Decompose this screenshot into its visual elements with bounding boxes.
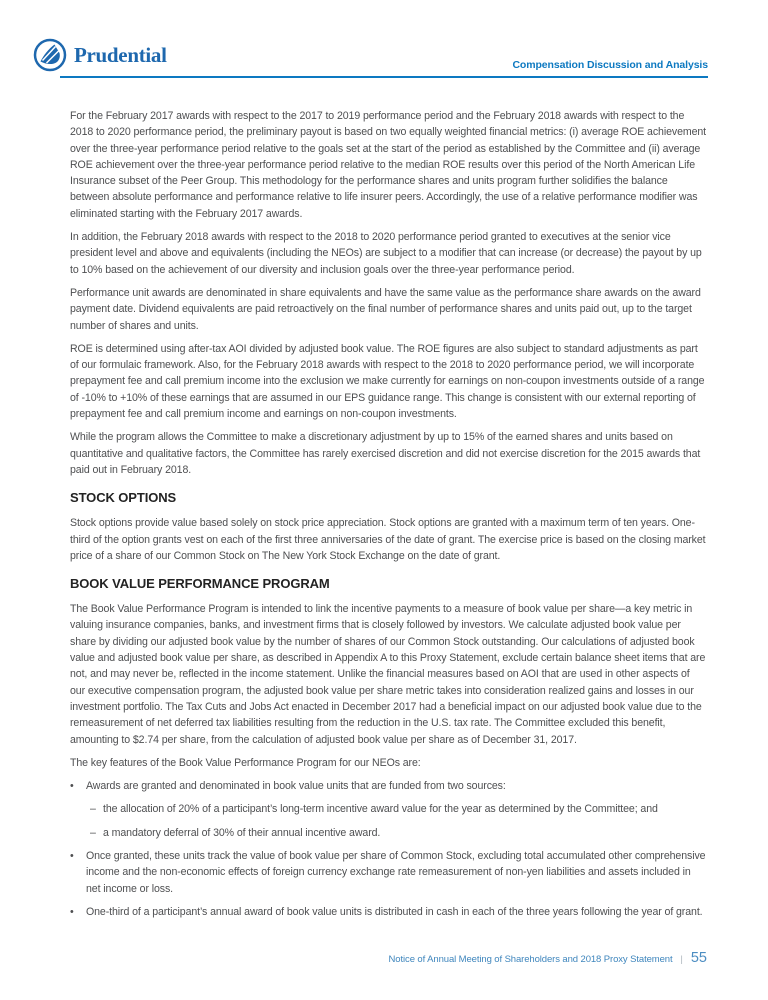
paragraph-intro-2: In addition, the February 2018 awards with respect to the 2018 to 2020 performance period granted to executives at the senior vice president level and above and equivalents (including the NEOs) are subject to a modifier that can increase (or decrease) the payout by up to 10% based on the achievement of our diversity and inclusion goals over the three-year performance period. bbox=[70, 231, 702, 276]
paragraph-intro-3: Performance unit awards are denominated in share equivalents and have the same value as the performance share awards on the award payment date. Dividend equivalents are paid retroactively on the final number of performance shares and units paid out, up to the target number of shares and units. bbox=[70, 286, 701, 332]
sub-list-item bbox=[90, 801, 707, 817]
list-item bbox=[70, 904, 707, 920]
sub-list-item-text: a mandatory deferral of 30% of their annual incentive award. bbox=[103, 826, 381, 839]
sub-list-item-text: the allocation of 20% of a participant’s long-term incentive award value for the year as determined by the Committee; and bbox=[103, 803, 658, 816]
paragraph-book-value: The Book Value Performance Program is intended to link the incentive payments to a measure of book value per share—a key metric in valuing insurance companies, banks, and investment firms that is closely followed by investors. We calculate adjusted book value per share by dividing our adjusted book value by the number of shares of our Common Stock outstanding. Our calculations of adjusted book value and adjusted book value per share, as described in Appendix A to this Proxy Statement, exclude certain balance sheet items that are not, and may never be, reflected in the income statement. Unlike the financial measures based on AOI that are used in other aspects of our executive compensation program, the adjusted book value per share metric takes into consideration realized gains and losses in our investment portfolio. The Tax Cuts and Jobs Act enacted in December 2017 had a beneficial impact on our adjusted book value due to the remeasurement of net deferred tax liabilities resulting from the reduction in the U.S. tax rate. The Committee excluded this benefit, amounting to $2.74 per share, from the calculation of adjusted book value per share as of December 31, 2017. bbox=[70, 603, 706, 746]
sub-list-item bbox=[90, 825, 707, 841]
paragraph-key-features-lead: The key features of the Book Value Performance Program for our NEOs are: bbox=[70, 756, 421, 769]
bullet-icon: • bbox=[70, 849, 74, 862]
footer-separator: | bbox=[680, 954, 683, 964]
bullet-icon: • bbox=[70, 905, 74, 918]
footer-page-number: 55 bbox=[690, 950, 707, 966]
paragraph-intro-1: For the February 2017 awards with respect to the 2017 to 2019 performance period and the February 2018 awards with respect to the 2018 to 2020 performance period, the preliminary payout is based on two equally weighted financial metrics: (i) average ROE achievement over the three-year performance period relative to the goals set at the start of the period as established by the Committee and (ii) average ROE achievement over the three-year performance period relative to the median ROE results over this period of the North American Life Insurance subset of the Peer Group. This methodology for the performance shares and units program further solidifies the balance between absolute performance and performance relative to life insurer peers. Accordingly, the use of a relative performance modifier was eliminated starting with the February 2017 awards. bbox=[70, 110, 707, 220]
brand-wordmark: Prudential bbox=[74, 42, 167, 67]
list-item-text: Once granted, these units track the value of book value per share of Common Stock, excluding total accumulated other comprehensive income and the non-economic effects of foreign currency exchange rate remeasurement of non-yen liabilities and assets included in net income or loss. bbox=[86, 849, 706, 895]
paragraph-stock-options: Stock options provide value based solely on stock price appreciation. Stock options are granted with a maximum term of ten years. One-third of the option grants vest on each of the first three anniversaries of the date of grant. The exercise price is based on the closing market price of a share of our Common Stock on The New York Stock Exchange on the date of grant. bbox=[70, 517, 706, 562]
paragraph-intro-4: ROE is determined using after-tax AOI divided by adjusted book value. The ROE figures are also subject to standard adjustments as part of our formulaic framework. Also, for the February 2018 awards with respect to the 2018 to 2020 performance period, we will incorporate prepayment fee and call premium income into the exclusion we make currently for earnings on non-coupon investments outside of a range of -10% to +10% of these earnings that are assumed in our EPS guidance range. This change is consistent with our external reporting of prepayment fee and call premium income and earnings on non-coupon investments. bbox=[70, 342, 705, 421]
dash-icon: – bbox=[90, 803, 96, 816]
list-item bbox=[70, 778, 707, 794]
prudential-rock-icon bbox=[33, 38, 67, 72]
page-header bbox=[60, 0, 708, 78]
section-title: Compensation Discussion and Analysis bbox=[512, 59, 708, 71]
section-heading-book-value: BOOK VALUE PERFORMANCE PROGRAM bbox=[70, 576, 330, 592]
list-item-text: One-third of a participant’s annual award of book value units is distributed in cash in each of the three years following the year of grant. bbox=[86, 905, 703, 918]
footer-notice: Notice of Annual Meeting of Shareholders and 2018 Proxy Statement bbox=[388, 954, 673, 965]
bullet-icon: • bbox=[70, 780, 74, 793]
brand bbox=[33, 38, 167, 72]
list-item bbox=[70, 848, 707, 897]
document-body bbox=[70, 108, 707, 927]
section-heading-stock-options: STOCK OPTIONS bbox=[70, 490, 177, 506]
page-footer bbox=[389, 950, 707, 966]
list-item-text: Awards are granted and denominated in book value units that are funded from two sources: bbox=[86, 780, 506, 793]
paragraph-intro-5: While the program allows the Committee to make a discretionary adjustment by up to 15% of the earned shares and units based on quantitative and qualitative factors, the Committee has rarely exercised discretion and did not exercise discretion for the 2015 awards that paid out in February 2018. bbox=[70, 431, 701, 476]
dash-icon: – bbox=[90, 826, 96, 839]
